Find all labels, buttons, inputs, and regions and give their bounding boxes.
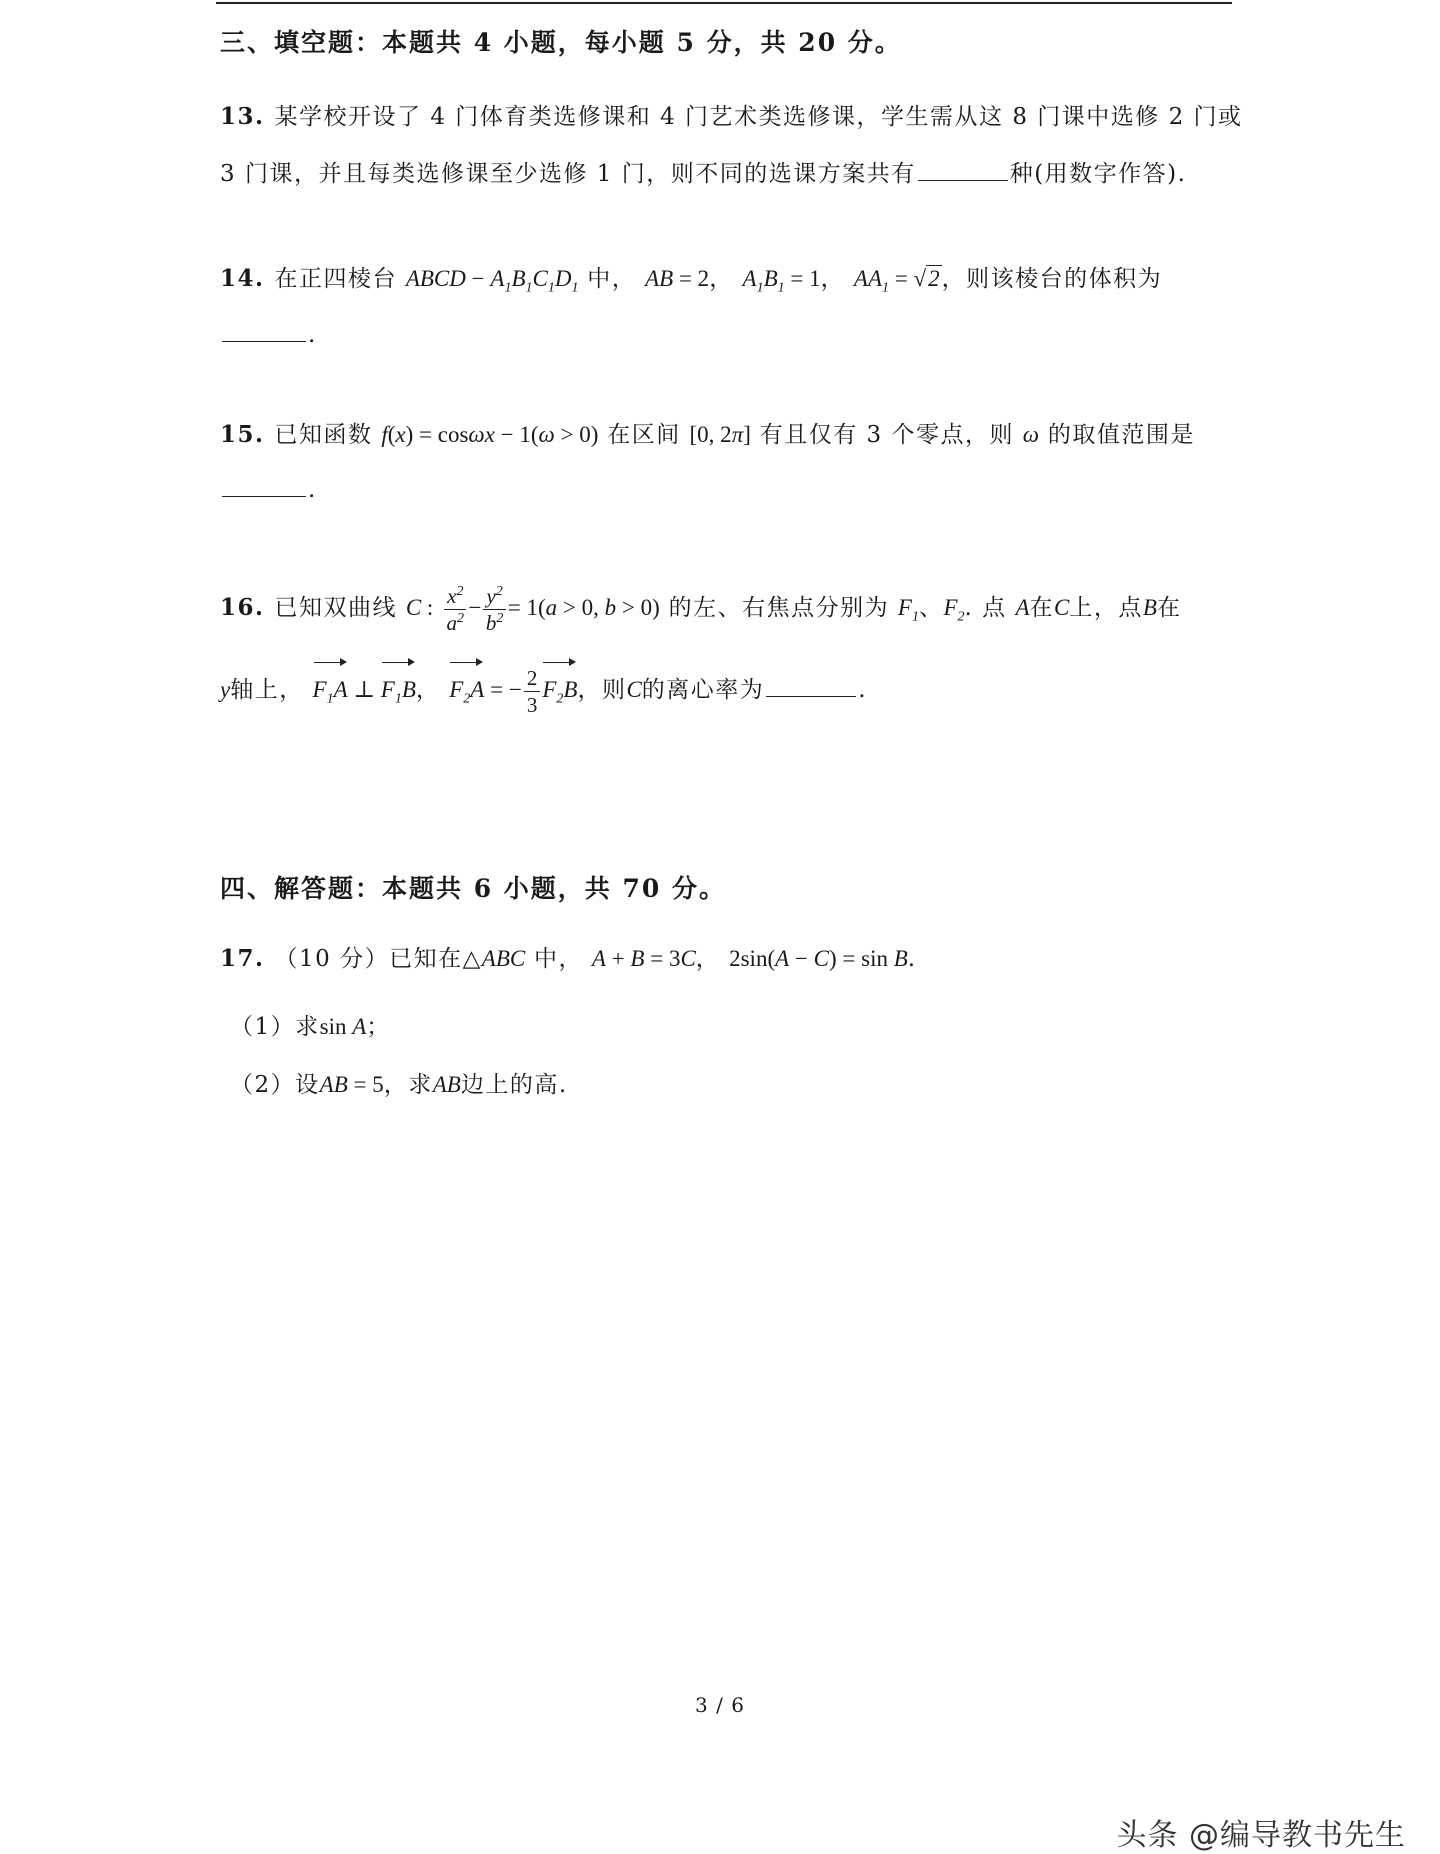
question-16-text-3: . 点 [964, 595, 1007, 621]
condition-ab: AB = 2 [645, 266, 710, 291]
question-14-text-1: 在正四棱台 [274, 266, 398, 292]
perpendicular-condition: $F_1A$ ⊥ $F_1B$ [313, 677, 416, 703]
focus-f1: $F_1$ [897, 595, 919, 625]
question-16-line-2 [220, 660, 1230, 720]
question-13-line-1 [220, 100, 1243, 134]
side-ab: AB [432, 1072, 461, 1097]
question-17-comma: ， [695, 946, 721, 972]
question-16-text-6: 在 [1156, 595, 1182, 621]
point-b: B [1142, 595, 1157, 620]
question-17-period: . [907, 946, 917, 972]
answer-blank-15[interactable] [222, 474, 306, 497]
question-15-number: 15. [220, 421, 265, 448]
curve-c: C [1054, 595, 1070, 620]
question-13-text-3: 种(用数字作答). [1009, 161, 1187, 187]
question-15-line-2 [220, 473, 1230, 507]
focus-f2: $F_2$ [943, 595, 965, 625]
part-2-text: ，求 [383, 1072, 433, 1098]
question-14-line-1 [220, 262, 1230, 296]
interval: [0, 2π] [689, 422, 751, 447]
condition-angles: A + B = 3C [591, 946, 696, 971]
question-13-line-2 [220, 157, 1230, 191]
condition-ab-5: AB = 5 [319, 1072, 384, 1097]
condition-a1b1: $A_1B_1 = 1$ [742, 266, 821, 296]
question-17-text-2: 中， [534, 946, 584, 972]
question-15-line-1 [220, 418, 1230, 452]
question-17-number: 17. [220, 945, 265, 972]
top-rule [216, 2, 1232, 4]
question-14-text-3: ，则该棱台的体积为 [941, 266, 1163, 292]
question-16-text-8: ，则 [577, 677, 627, 703]
question-16-sep: 、 [918, 595, 944, 621]
omega-symbol: ω [1022, 422, 1040, 447]
answer-blank-16[interactable] [766, 674, 856, 697]
question-16-text-4: 在 [1029, 595, 1055, 621]
question-16-line-1: 16. 已知双曲线 C : $\frac{x^2}{a^2}$ − $\frac{y^2}{b^2}$ = 1(a > 0, b > 0) 的左、右焦点分别为 $F_1$、$F_2$. 点 A在C上，点B在 [220, 583, 1182, 635]
question-16-period: . [858, 677, 868, 703]
sin-a: sin A [319, 1014, 367, 1039]
y-axis-symbol: y [220, 677, 231, 702]
frustum-name: ABCD − $A_1B_1C_1D_1$ [405, 266, 579, 296]
section-3-heading: 三、填空题：本题共 4 小题，每小题 5 分，共 20 分。 [220, 28, 902, 57]
section-4-heading: 四、解答题：本题共 6 小题，共 70 分。 [220, 874, 727, 903]
question-15-text-2: 在区间 [607, 422, 681, 448]
question-17-text-1: （10 分）已知在△ [274, 946, 482, 972]
question-16-text-7: 轴上， [230, 677, 304, 703]
hyperbola-name: C : [405, 595, 434, 620]
question-14-period: . [308, 322, 317, 348]
question-16-comma: ， [415, 677, 441, 703]
function-definition: f(x) = cosωx − 1(ω > 0) [381, 422, 599, 447]
question-14-text-2: 中， [587, 266, 637, 292]
question-15-text-4: 的取值范围是 [1047, 422, 1195, 448]
question-13-number: 13. [220, 103, 265, 130]
fraction-y2-b2: $\frac{y^2}{b^2}$ [483, 583, 505, 636]
question-14-line-2 [220, 318, 1230, 352]
question-15-text-1: 已知函数 [274, 422, 373, 448]
part-2-label: （2）设 [230, 1072, 320, 1098]
question-16-text-5: 上，点 [1069, 595, 1143, 621]
question-14-number: 14. [220, 265, 265, 292]
part-1-label: （1）求 [230, 1014, 320, 1040]
question-13-text-2: 3 门课，并且每类选修课至少选修 1 门，则不同的选课方案共有 [220, 161, 916, 187]
question-16-number: 16. [220, 594, 265, 621]
question-16-text-2: 的左、右焦点分别为 [668, 595, 890, 621]
ratio-condition: $F_2A$ = − $\frac{2}{3}$ $F_2B$ [449, 677, 577, 703]
question-17-part-2 [230, 1068, 1240, 1102]
part-1-end: ； [366, 1014, 391, 1040]
question-14-comma-1: ， [709, 266, 734, 292]
question-13-text-1: 某学校开设了 4 门体育类选修课和 4 门艺术类选修课，学生需从这 8 门课中选修 2 门或 [274, 104, 1243, 130]
page-number: 3 / 6 [695, 1693, 745, 1717]
question-16-text-9: 的离心率为 [641, 677, 765, 703]
question-16-text-1: 已知双曲线 [274, 595, 398, 621]
part-2-end: 边上的高. [460, 1072, 568, 1098]
question-15-period: . [308, 477, 317, 503]
point-a: A [1015, 595, 1030, 620]
question-17-line-1 [220, 942, 1230, 976]
answer-blank-13[interactable] [918, 158, 1008, 181]
condition-sine: 2sin(A − C) = sin B [729, 946, 908, 971]
answer-blank-14[interactable] [222, 319, 306, 342]
question-17-part-1 [230, 1010, 1240, 1044]
question-14-comma-2: ， [820, 266, 846, 292]
question-15-text-3: 有且仅有 3 个零点，则 [759, 422, 1014, 448]
triangle-abc: ABC [481, 946, 526, 971]
watermark: 头条 @编导教书先生 [1116, 1818, 1406, 1853]
condition-aa1: $AA_1 = √2$ [853, 266, 940, 296]
fraction-x2-a2: $\frac{x^2}{a^2}$ [444, 583, 466, 636]
curve-c-2: C [626, 677, 642, 702]
